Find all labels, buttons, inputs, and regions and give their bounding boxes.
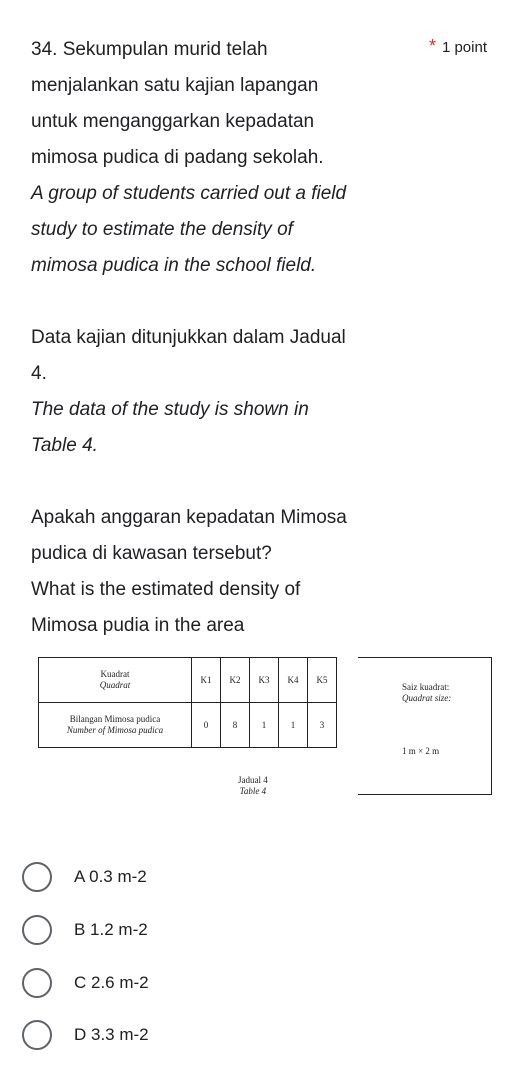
header-cell xyxy=(39,658,192,703)
points-text: 1 point xyxy=(441,39,487,56)
count-label-en: Number of Mimosa pudica xyxy=(66,725,164,735)
table-row xyxy=(39,703,337,748)
quadrat-label: Kuadrat xyxy=(100,669,130,679)
text-ms-2-line-1: Data kajian ditunjukkan dalam Jadual xyxy=(31,327,346,348)
radio-button[interactable] xyxy=(22,1020,52,1050)
required-mark: * xyxy=(428,36,436,56)
text-ms-3-line-1: Apakah anggaran kepadatan Mimosa xyxy=(31,507,347,528)
option-label: C 2.6 m-2 xyxy=(74,973,149,992)
caption-ms: Jadual 4 xyxy=(238,775,268,785)
radio-button[interactable] xyxy=(22,915,52,945)
option-b[interactable] xyxy=(22,912,148,948)
points-label xyxy=(429,36,487,57)
data-table xyxy=(38,657,337,748)
count-label: Bilangan Mimosa pudica xyxy=(69,714,161,724)
val-k4: 1 xyxy=(279,703,308,748)
col-k2: K2 xyxy=(221,658,250,703)
size-label xyxy=(402,682,451,704)
size-label-ms: Saiz kuadrat: xyxy=(402,682,450,692)
quadrat-size-box xyxy=(358,657,492,795)
option-c[interactable] xyxy=(22,965,149,1001)
col-k3: K3 xyxy=(250,658,279,703)
text-en-1-line-1: A group of students carried out a field xyxy=(31,183,347,204)
question-title: 34. Sekumpulan murid telah xyxy=(31,39,268,60)
text-ms-1-line-3: mimosa pudica di padang sekolah. xyxy=(31,147,324,168)
table-row xyxy=(39,658,337,703)
size-value: 1 m × 2 m xyxy=(402,746,440,756)
val-k3: 1 xyxy=(250,703,279,748)
option-label: B 1.2 m-2 xyxy=(74,920,148,939)
text-ms-3-line-2: pudica di kawasan tersebut? xyxy=(31,543,272,564)
val-k2: 8 xyxy=(221,703,250,748)
text-en-2-line-1: The data of the study is shown in xyxy=(31,399,309,420)
table-caption xyxy=(238,775,268,797)
table-image xyxy=(38,652,491,822)
text-ms-1-line-2: untuk menganggarkan kepadatan xyxy=(31,111,315,132)
radio-button[interactable] xyxy=(22,968,52,998)
option-a[interactable] xyxy=(22,859,147,895)
row-label-cell xyxy=(39,703,192,748)
option-label: A 0.3 m-2 xyxy=(74,867,147,886)
question-block xyxy=(31,32,501,644)
caption-en: Table 4 xyxy=(239,786,267,796)
size-label-en: Quadrat size: xyxy=(402,693,452,703)
text-en-3-line-2: Mimosa pudia in the area xyxy=(31,615,245,636)
text-en-2-line-2: Table 4. xyxy=(31,435,98,456)
radio-button[interactable] xyxy=(22,862,52,892)
text-ms-2-line-2: 4. xyxy=(31,363,47,384)
quadrat-label-en: Quadrat xyxy=(99,680,131,690)
option-label: D 3.3 m-2 xyxy=(74,1025,149,1044)
val-k5: 3 xyxy=(308,703,337,748)
text-en-1-line-3: mimosa pudica in the school field. xyxy=(31,255,317,276)
text-en-3-line-1: What is the estimated density of xyxy=(31,579,301,600)
option-d[interactable] xyxy=(22,1017,149,1053)
col-k4: K4 xyxy=(279,658,308,703)
text-en-1-line-2: study to estimate the density of xyxy=(31,219,293,240)
col-k1: K1 xyxy=(192,658,221,703)
col-k5: K5 xyxy=(308,658,337,703)
text-ms-1-line-1: menjalankan satu kajian lapangan xyxy=(31,75,319,96)
val-k1: 0 xyxy=(192,703,221,748)
